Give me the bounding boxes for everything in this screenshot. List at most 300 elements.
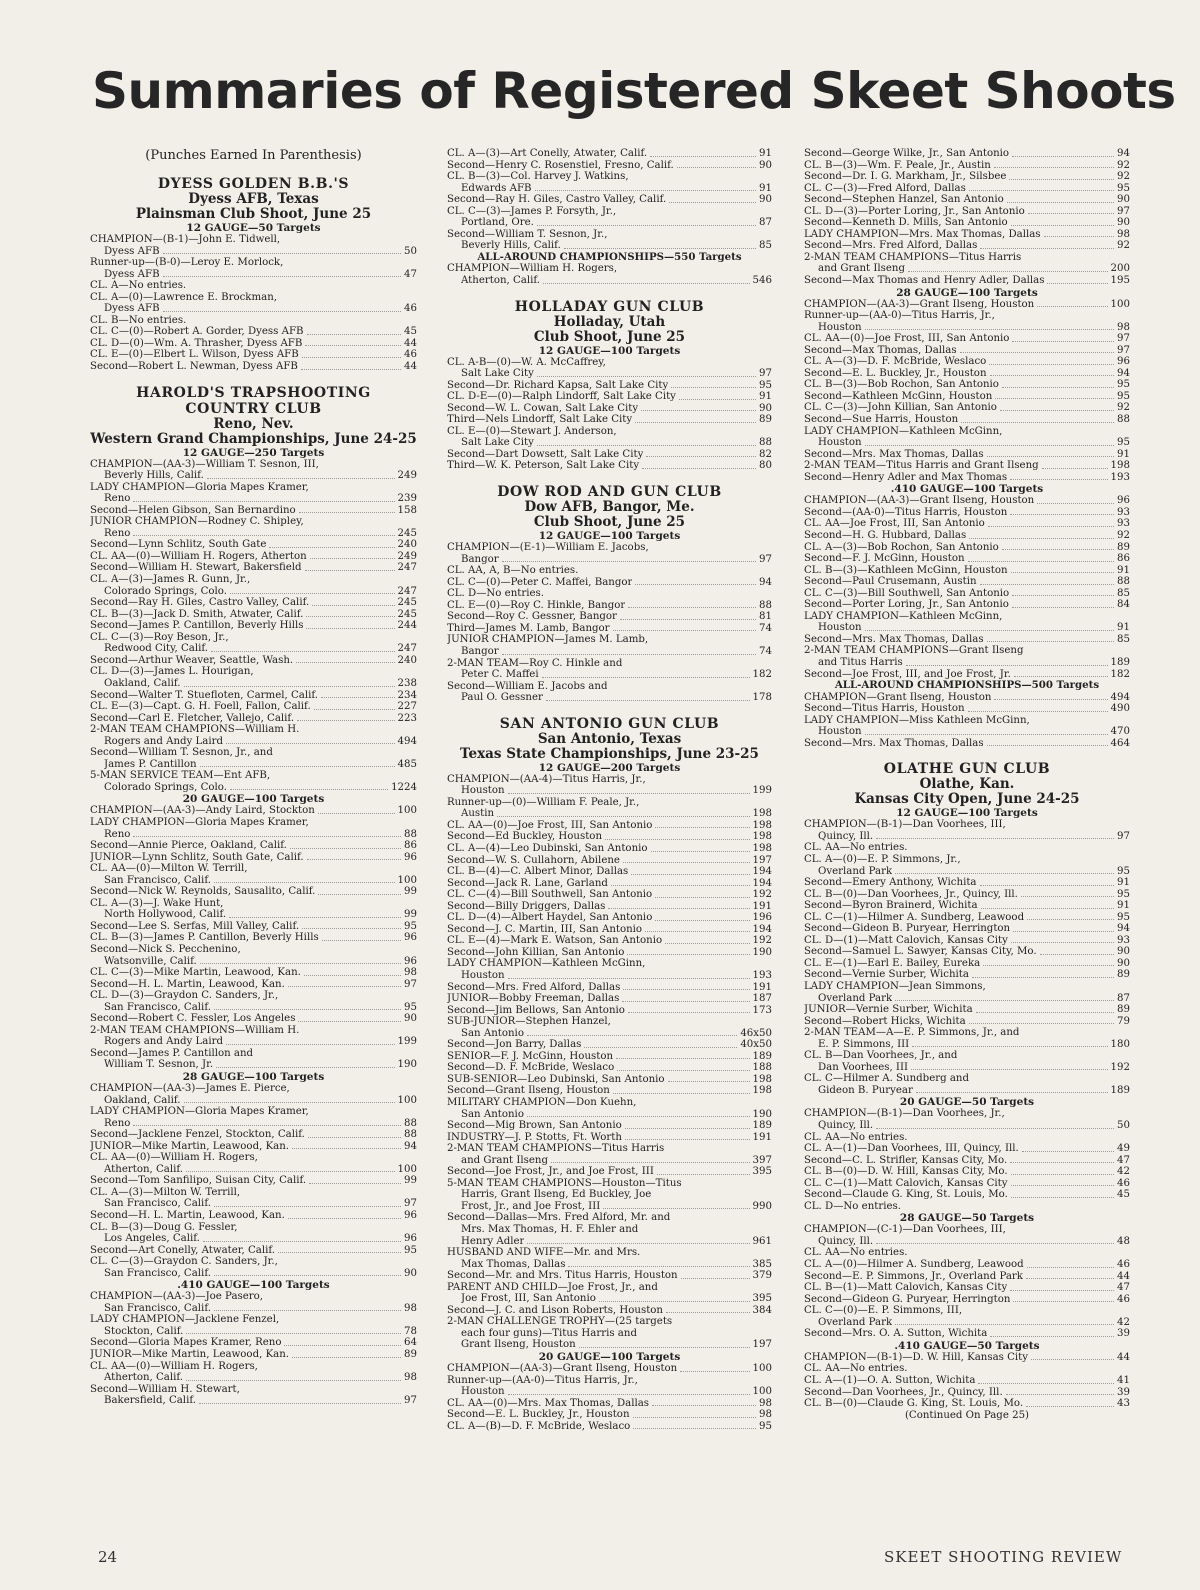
dot-leader [968,703,1108,712]
result-line [447,1085,772,1097]
result-line [90,759,417,771]
result-line [90,1141,417,1153]
score-value: 98 [404,967,417,979]
dot-leader [537,368,756,377]
result-text: Runner-up—(B-0)—Leroy E. Morlock, [90,257,284,269]
dot-leader [1044,229,1114,238]
result-text: CL. A—(0)—Lawrence E. Brockman, [90,291,278,303]
result-text: LADY CHAMPION—Gloria Mapes Kramer, [90,1106,309,1118]
result-text: CHAMPION—William H. Rogers, [447,263,618,275]
score-value: 247 [397,643,417,655]
score-value: 91 [759,182,772,194]
result-text: CL. C—(0)—Peter C. Maffei, Bangor [447,576,633,588]
result-text: Max Thomas, Dallas [461,1258,566,1270]
result-text: Dyess AFB [104,303,160,315]
page-number: 24 [98,1548,118,1566]
result-line [90,956,417,968]
result-text: 2-MAN TEAM CHAMPIONS—Titus Harris [804,251,1022,263]
result-text: CL. A-B—(0)—W. A. McCaffrey, [447,356,606,368]
result-text: CHAMPION—(AA-3)—William T. Sesnon, III, [90,458,319,470]
score-value: 64 [404,1337,417,1349]
gauge-heading: 12 GAUGE—100 Targets [538,344,681,357]
result-line [804,842,1130,854]
dot-leader [980,240,1114,249]
dot-leader [299,505,395,514]
result-text: Second—Jon Barry, Dallas [447,1039,582,1051]
score-value: 385 [752,1258,772,1270]
result-line [90,551,417,563]
result-line [90,632,417,644]
score-value: 82 [759,448,772,460]
dot-leader [1026,1271,1114,1280]
score-value: 93 [1117,934,1130,946]
result-text: and Titus Harris [818,656,903,668]
score-value: 490 [1110,703,1130,715]
club-name: OLATHE GUN CLUB [883,761,1051,778]
result-text: CL. E—(1)—Earl E. Bailey, Eureka [804,957,981,969]
dot-leader [876,1120,1114,1129]
score-value: 195 [1110,275,1130,287]
result-line [90,1095,417,1107]
shoot-heading: Kansas City Open, June 24-25 [854,791,1080,808]
result-line [90,349,417,361]
dot-leader [1037,495,1114,504]
dot-leader [1010,1155,1114,1164]
dot-leader [199,1395,401,1404]
result-line [90,1036,417,1048]
result-text: Frost, Jr., and Joe Frost, III [461,1200,601,1212]
result-text: 2-MAN TEAM CHAMPIONS—Titus Harris [447,1143,665,1155]
score-value: 79 [1117,1015,1130,1027]
result-text: CHAMPION—Grant Ilseng, Houston [804,691,992,703]
result-line [90,562,417,574]
score-value: 198 [752,819,772,831]
result-text: Second—Walter T. Stuefloten, Carmel, Calif. [90,689,318,701]
result-text: Houston [461,1386,505,1398]
score-value: 182 [1110,668,1130,680]
result-text: LADY CHAMPION—Miss Kathleen McGinn, [804,714,1030,726]
result-line [447,1270,772,1282]
result-line [804,1387,1130,1399]
result-text: San Antonio [461,1108,524,1120]
dot-leader [568,1259,749,1268]
result-line [447,160,772,172]
score-value: 198 [752,1073,772,1085]
result-line [90,1303,417,1315]
result-text: CL. C—(3)—James P. Forsyth, Jr., [447,205,617,217]
shoot-heading: Dow AFB, Bangor, Me. [524,499,695,516]
dot-leader [502,554,756,563]
result-text: Second—Mrs. Fred Alford, Dallas [804,240,978,252]
result-text: Watsonville, Calif. [104,955,197,967]
result-line [447,206,772,218]
result-text: CL. B—(3)—Bob Rochon, San Antonio [804,379,999,391]
score-value: 100 [752,1363,772,1375]
result-text: 2-MAN TEAM CHAMPIONS—Grant Ilseng [804,645,1024,657]
score-value: 192 [1110,1061,1130,1073]
dot-leader [269,539,394,548]
dot-leader [671,380,756,389]
result-line [447,1005,772,1017]
dot-leader [133,1118,401,1127]
result-text: LADY CHAMPION—Gloria Mapes Kramer, [90,481,309,493]
result-text: Peter C. Maffei [461,669,539,681]
dot-leader [1040,946,1114,955]
score-value: 240 [397,539,417,551]
result-text: CL. E—(4)—Mark E. Watson, San Antonio [447,935,663,947]
dot-leader [865,622,1114,631]
dot-leader [613,1085,750,1094]
result-text: Third—Nels Lindorff, Salt Lake City [447,414,633,426]
result-line [447,588,772,600]
score-value: 193 [1110,471,1130,483]
result-line [804,472,1130,484]
result-line [447,831,772,843]
score-value: 90 [1117,957,1130,969]
score-value: 93 [1117,518,1130,530]
result-text: JUNIOR—Mike Martin, Leawood, Kan. [90,1349,290,1361]
result-line [804,634,1130,646]
score-value: 97 [759,553,772,565]
result-line [90,747,417,759]
result-line [804,923,1130,935]
result-line [804,1189,1130,1201]
dot-leader [226,1036,395,1045]
result-text: CL. B—Dan Voorhees, Jr., and [804,1050,958,1062]
result-line [804,449,1130,461]
dot-leader [584,1039,737,1048]
result-text: CL. E—(3)—Capt. G. H. Foell, Fallon, Calif. [90,701,311,713]
result-text: CL. C—(3)—Mike Martin, Leawood, Kan. [90,967,301,979]
result-text: Third—James M. Lamb, Bangor [447,622,610,634]
result-text: Second—Mrs. O. A. Sutton, Wichita [804,1328,988,1340]
result-line [804,703,1130,715]
result-line [804,889,1130,901]
result-text: CL. C—(3)—Fred Alford, Dallas [804,182,966,194]
result-line [804,1108,1130,1120]
result-text: Portland, Ore. [461,217,534,229]
result-text: Second—James P. Cantillon and [90,1047,254,1059]
result-text: Second—John Killian, San Antonio [447,946,625,958]
result-text: LADY CHAMPION—Jacklene Fenzel, [90,1314,280,1326]
result-line [447,634,772,646]
dot-leader [988,518,1114,527]
gauge-heading: 28 GAUGE—100 Targets [182,1071,325,1083]
score-value: 87 [759,217,772,229]
allround-heading: ALL-AROUND CHAMPIONSHIPS—500 Targets [834,679,1100,692]
score-value: 194 [752,877,772,889]
dot-leader [163,269,401,278]
result-text: CL. AA—No entries. [804,842,908,854]
result-text: Second—D. F. McBride, Weslaco [447,1062,615,1074]
score-value: 245 [397,597,417,609]
result-line [804,356,1130,368]
result-line [90,493,417,505]
result-line [447,658,772,670]
score-value: 90 [1117,194,1130,206]
result-text: Third—W. K. Peterson, Salt Lake City [447,460,640,472]
score-value: 173 [752,1004,772,1016]
dot-leader [278,1245,401,1254]
result-line [90,1268,417,1280]
result-text: Second—J. C. and Lison Roberts, Houston [447,1304,663,1316]
dot-leader [655,912,749,921]
score-value: 384 [752,1304,772,1316]
score-value: 188 [752,1062,772,1074]
gauge-heading: 28 GAUGE—50 Targets [899,1212,1035,1225]
result-line [90,1222,417,1234]
score-value: 97 [1117,830,1130,842]
result-line [90,701,417,713]
result-text: CL. D—(4)—Albert Haydel, San Antonio [447,912,653,924]
result-line [447,1028,772,1040]
dot-leader [1011,1189,1114,1198]
result-text: Second—Jim Bellows, San Antonio [447,1004,625,1016]
result-text: CL. C—(3)—Roy Beson, Jr., [90,631,229,643]
dot-leader [1006,1387,1114,1396]
score-value: 91 [1117,448,1130,460]
result-line [447,194,772,206]
score-value: 88 [404,1129,417,1141]
dot-leader [508,785,750,794]
result-text: Second—Gideon B. Puryear, Herrington [804,923,1011,935]
score-value: 199 [752,785,772,797]
dot-leader [310,551,395,560]
result-text: CL. AA—(0)—William H. Rogers, Atherton [90,550,307,562]
result-text: JUNIOR—Vernie Surber, Wichita [804,1004,973,1016]
column-3 [804,148,1130,1421]
dot-leader [1011,1178,1115,1187]
score-value: 92 [1117,171,1130,183]
dot-leader [214,1002,401,1011]
score-value: 464 [1110,737,1130,749]
result-text: Second—Annie Pierce, Oakland, Calif. [90,840,287,852]
dot-leader [318,805,395,814]
result-text: and Grant Ilseng [461,1154,548,1166]
result-text: CL. AA—No entries. [804,1247,908,1259]
result-text: CL. C—(3)—John Killian, San Antonio [804,402,997,414]
result-line [804,437,1130,449]
result-line [804,171,1130,183]
result-line [447,1132,772,1144]
result-text: LADY CHAMPION—Kathleen McGinn, [804,425,1003,437]
score-value: 397 [752,1154,772,1166]
result-text: CL. C—(1)—Hilmer A. Sundberg, Leawood [804,911,1025,923]
result-line [447,449,772,461]
score-value: 194 [752,923,772,935]
dot-leader [292,1349,401,1358]
dot-leader [969,1016,1114,1025]
dot-leader [652,1398,756,1407]
dot-leader [288,1210,401,1219]
result-text: CL. A—(1)—Dan Voorhees, III, Quincy, Ill. [804,1143,1019,1155]
score-value: 240 [397,654,417,666]
dot-leader [314,701,395,710]
result-line [447,148,772,160]
result-line [447,1039,772,1051]
result-line [804,333,1130,345]
score-value: 84 [1117,599,1130,611]
result-line [804,831,1130,843]
dot-leader [527,1028,737,1037]
result-line [804,993,1130,1005]
result-line [447,1363,772,1375]
result-text: CL. C—(1)—Matt Calovich, Kansas City [804,1177,1008,1189]
result-text: LADY CHAMPION—Jean Simmons, [804,981,986,992]
dot-leader [616,1051,750,1060]
gauge-heading: 12 GAUGE—250 Targets [182,446,325,459]
result-line [804,414,1130,426]
result-text: CL. D—(3)—Graydon C. Sanders, Jr., [90,990,279,1002]
result-text: Second—Mrs. Max Thomas, Dallas [804,448,984,460]
result-line [90,361,417,373]
shoot-heading: Olathe, Kan. [919,776,1015,793]
result-text: Second—Dr. Richard Kapsa, Salt Lake City [447,379,669,391]
result-text: Colorado Springs, Colo. [104,781,227,793]
result-line [804,217,1130,229]
result-line [447,263,772,275]
result-line [90,470,417,482]
score-value: 46 [404,349,417,361]
result-line [447,970,772,982]
result-text: Second—Art Conelly, Atwater, Calif. [90,1244,276,1256]
dot-leader [305,562,395,571]
result-text: Second—Lynn Schlitz, South Gate [90,539,267,551]
score-value: 86 [1117,553,1130,565]
result-text: CL. D—(0)—Wm. A. Thrasher, Dyess AFB [90,337,303,349]
result-text: Reno [104,493,131,505]
dot-leader [665,935,749,944]
score-value: 379 [752,1270,772,1282]
result-text: CL. D—No entries. [447,588,544,600]
dot-leader [680,1363,749,1372]
dot-leader [186,1372,401,1381]
dot-leader [646,449,756,458]
result-line [804,530,1130,542]
dot-leader [133,528,394,537]
result-text: Second—Emery Anthony, Wichita [804,877,977,889]
shoot-heading: San Antonio, Texas [537,730,682,747]
result-line [90,246,417,258]
result-line [804,1236,1130,1248]
result-line [90,1164,417,1176]
result-line [447,901,772,913]
result-line [90,586,417,598]
result-text: Reno [104,527,131,539]
result-line [447,183,772,195]
dot-leader [1013,1294,1114,1303]
result-line [90,898,417,910]
result-line [447,1236,772,1248]
result-text: CL. A—(3)—D. F. McBride, Weslaco [804,356,987,368]
result-line [804,1039,1130,1051]
result-line [804,611,1130,623]
dot-leader [968,553,1114,562]
result-text: Second—Kenneth D. Mills, San Antonio [804,217,1008,229]
result-line [804,194,1130,206]
dot-leader [543,275,750,284]
result-line [90,770,417,782]
result-text: CL. C—(3)—Bill Southwell, San Antonio [804,587,1010,599]
dot-leader [537,217,756,226]
dot-leader [230,586,395,595]
dot-leader [292,1141,401,1150]
dot-leader [960,345,1114,354]
score-value: 197 [752,854,772,866]
result-text: CL. E—(0)—Stewart J. Anderson, [447,425,617,437]
result-line [804,715,1130,727]
score-value: 92 [1117,240,1130,252]
dot-leader [1002,542,1114,551]
dot-leader [603,1201,749,1210]
result-line [804,1016,1130,1028]
dot-leader [546,692,750,701]
shoot-heading: Club Shoot, June 25 [533,514,686,531]
result-line [90,338,417,350]
result-line [804,1132,1130,1144]
gauge-heading: 12 GAUGE—100 Targets [896,807,1038,820]
dot-leader [211,643,395,652]
dot-leader [203,1233,401,1242]
result-line [90,990,417,1002]
score-value: 48 [1117,1235,1130,1247]
continued-note: (Continued On Page 25) [904,1409,1030,1421]
result-line [804,1120,1130,1132]
result-text: Overland Park [818,865,893,877]
result-line [90,1233,417,1245]
result-line [447,368,772,380]
result-line [90,1083,417,1095]
result-line [447,229,772,241]
score-value: 88 [759,437,772,449]
allround-heading: ALL-AROUND CHAMPIONSHIPS—550 Targets [477,250,742,263]
result-text: CHAMPION—(AA-4)—Titus Harris, Jr., [447,773,646,785]
result-text: Runner-up—(0)—William F. Peale, Jr., [447,796,640,808]
result-text: CL. A—(0)—E. P. Simmons, Jr., [804,853,961,865]
dot-leader [1042,460,1108,469]
result-line [447,878,772,890]
score-value: 97 [1117,205,1130,217]
dot-leader [1014,669,1108,678]
score-value: 85 [1117,587,1130,599]
result-text: Second—Ray H. Giles, Castro Valley, Calif. [447,194,667,206]
result-text: CL. C—(3)—Graydon C. Sanders, Jr., [90,1256,278,1268]
result-line [804,877,1130,889]
dot-leader [623,982,749,991]
dot-leader [163,303,401,312]
result-line [804,148,1130,160]
result-text: CL. B—(1)—Matt Calovich, Kansas City [804,1282,1008,1294]
dot-leader [980,576,1115,585]
result-text: Second—Jacklene Fenzel, Stockton, Calif. [90,1129,305,1141]
score-value: 95 [759,1420,772,1432]
result-text: Second—Dan Voorhees, Jr., Quincy, Ill. [804,1386,1003,1398]
result-text: CL. A—(0)—Hilmer A. Sundberg, Leawood [804,1259,1024,1271]
result-text: CHAMPION—(E-1)—William E. Jacobs, [447,542,649,554]
result-line [447,1074,772,1086]
magazine-name: SKEET SHOOTING REVIEW [884,1548,1123,1566]
result-text: Second—Ray H. Giles, Castro Valley, Calif. [90,597,310,609]
result-line [447,924,772,936]
result-text: Stockton, Calif. [104,1325,184,1337]
score-value: 990 [752,1200,772,1212]
result-text: Oakland, Calif. [104,1094,181,1106]
score-value: 182 [752,669,772,681]
result-text: CL. A—(1)—O. A. Sutton, Wichita [804,1374,976,1386]
result-line [447,391,772,403]
dot-leader [537,437,756,446]
result-line [447,542,772,554]
